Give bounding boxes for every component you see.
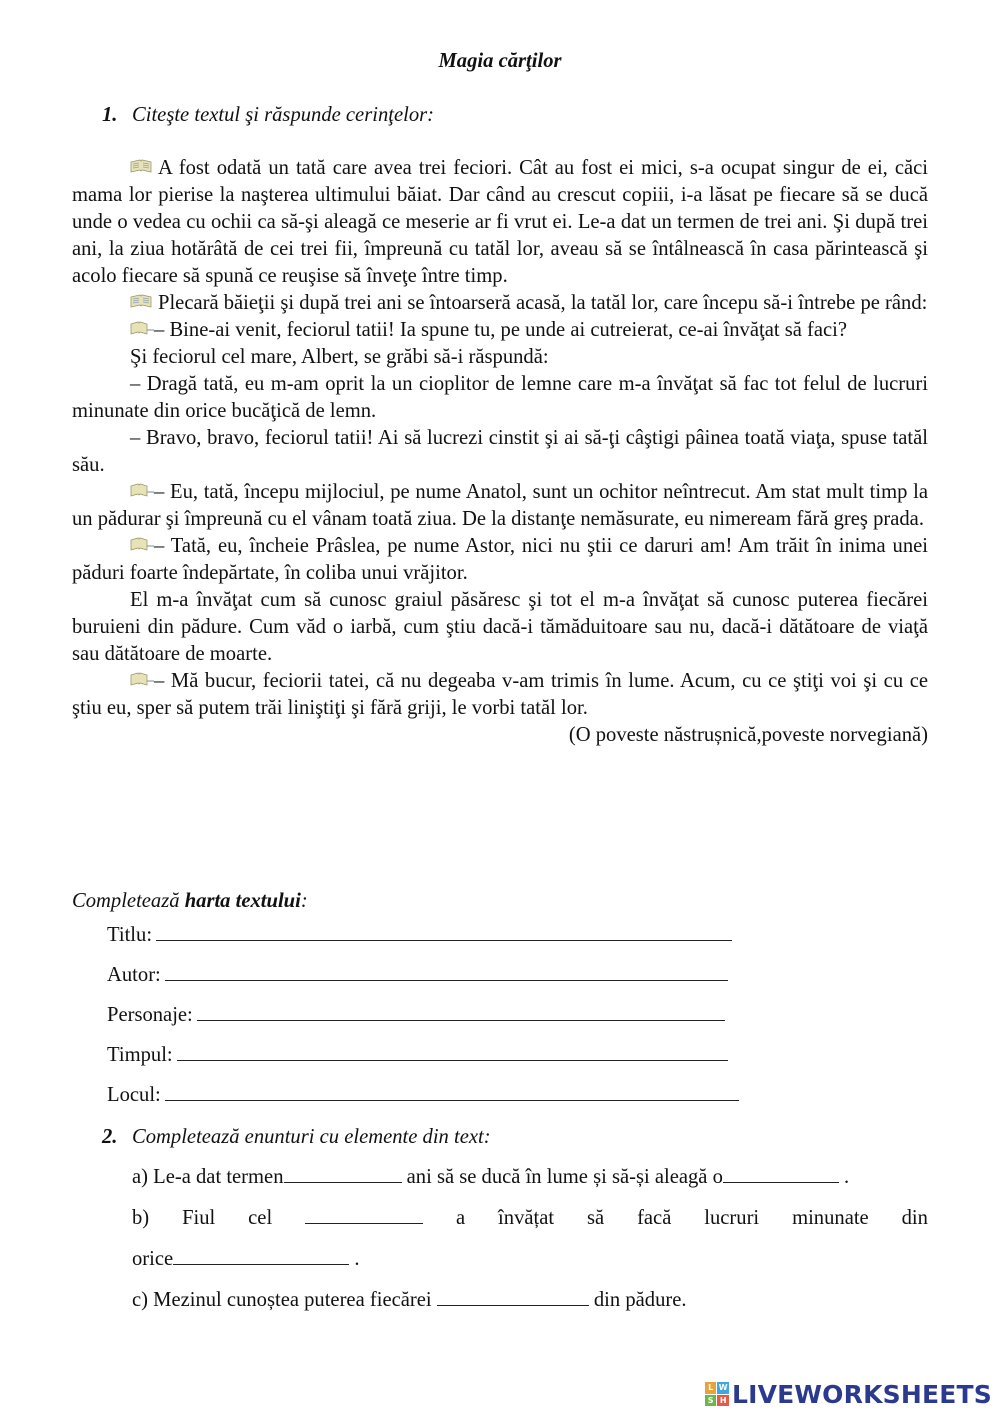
- exercise-b: b) Fiul cel a învățat să facă lucruri minunate din: [132, 1207, 928, 1229]
- characters-answer-line[interactable]: [197, 1002, 725, 1021]
- question-1: [102, 102, 434, 129]
- book-dash-icon: [130, 672, 154, 686]
- blank-a-years[interactable]: [284, 1164, 402, 1183]
- book-dash-icon: [130, 537, 154, 551]
- story-paragraph: – Mă bucur, feciorii tatei, că nu degeaba v-am trimis în lume. Acum, cu ce ştiţi voi şi cu ce ştiu eu, sper să putem trăi liniştiţi şi fără griji, le vorbi tatăl lor.: [72, 670, 928, 719]
- story-paragraph: – Tată, eu, încheie Prâslea, pe nume Astor, nici nu ştii ce daruri am! Am trăit în inima unei păduri foarte îndepărtate, în coliba unui vrăjitor.: [72, 535, 928, 584]
- story-source: (O poveste năstrușnică,poveste norvegiană): [568, 724, 928, 746]
- blank-a-trade[interactable]: [723, 1164, 839, 1183]
- exercise-b-continued: orice .: [132, 1248, 360, 1270]
- story-paragraph: Şi feciorul cel mare, Albert, se grăbi să-i răspundă:: [130, 346, 549, 368]
- map-field-characters: Personaje:: [107, 1002, 725, 1029]
- author-answer-line[interactable]: [165, 962, 728, 981]
- story-paragraph: – Bravo, bravo, feciorul tatii! Ai să lucrezi cinstit şi ai să-ţi câştigi pâinea toată viaţa, spuse tatăl său.: [72, 427, 928, 476]
- book-dash-icon: [130, 483, 154, 497]
- story-text: [72, 155, 928, 749]
- story-paragraph: – Eu, tată, începu mijlociul, pe nume Anatol, sunt un ochitor neîntrecut. Am stat mult timp la un pădurar şi împreună cu el vânam toată ziua. De la distanţe nemăsurate, eu nimeream fără greş prada.: [72, 481, 928, 530]
- liveworksheets-logo-icon: [705, 1382, 729, 1406]
- liveworksheets-logo: [705, 1379, 992, 1409]
- map-field-time: Timpul:: [107, 1042, 728, 1069]
- story-paragraph: – Dragă tată, eu m-am oprit la un cioplitor de lemne care m-a învăţat să fac tot felul de lucruri minunate din orice bucăţică de lemn.: [72, 373, 928, 422]
- time-answer-line[interactable]: [177, 1042, 728, 1061]
- logo-tile: H: [717, 1395, 729, 1407]
- map-field-author: Autor:: [107, 962, 728, 989]
- book-dash-icon: [130, 321, 154, 335]
- logo-tile: L: [705, 1382, 717, 1394]
- title-answer-line[interactable]: [156, 922, 732, 941]
- blank-b-son[interactable]: [305, 1205, 423, 1224]
- story-paragraph: El m-a învăţat cum să cunosc graiul păsăresc şi tot el m-a învăţat să cunosc puterea fiecărei buruieni din pădure. Cum văd o iarbă, cum ştiu dacă-i tămăduitoare sau nu, dacă-i dătătoare de viaţă sau dătătoare de moarte.: [72, 589, 928, 665]
- logo-tile: W: [718, 1383, 728, 1392]
- question-1-text: Citeşte textul şi răspunde cerinţelor:: [132, 104, 434, 126]
- story-paragraph: A fost odată un tată care avea trei feciori. Cât au fost ei mici, s-a ocupat singur de ei, căci mama lor pierise la naşterea ultimului băiat. Dar când au crescut copiii, i-a lăsat pe fiecare să se ducă unde o vedea cu ochii ca să-şi aleagă ce meserie ar fi vrut ei. Le-a dat un termen de trei ani. Şi după trei ani, la ziua hotărâtă de cei trei fii, împreună cu tatăl lor, aveau să se întâlnească în casa părintească şi acolo fiecare să spună ce reuşise să înveţe între timp.: [72, 157, 928, 287]
- map-field-place: Locul:: [107, 1082, 739, 1109]
- exercise-a: a) Le-a dat termen ani să se ducă în lume și să-și aleagă o .: [132, 1166, 850, 1188]
- place-answer-line[interactable]: [165, 1082, 739, 1101]
- exercise-c: c) Mezinul cunoștea puterea fiecărei din pădure.: [132, 1289, 687, 1311]
- question-2-text: Completează enunturi cu elemente din text:: [132, 1126, 491, 1148]
- logo-tile: S: [705, 1395, 717, 1407]
- question-2-number: 2.: [102, 1126, 118, 1148]
- question-2: [102, 1124, 491, 1151]
- blank-c-plants[interactable]: [437, 1287, 589, 1306]
- liveworksheets-brand: LIVEWORKSHEETS: [731, 1379, 992, 1409]
- story-paragraph: Plecară băieţii şi după trei ani se întoarseră acasă, la tatăl lor, care începu să-i întrebe pe rând:: [72, 290, 928, 317]
- blank-b-material[interactable]: [173, 1246, 349, 1265]
- story-paragraph: – Bine-ai venit, feciorul tatii! Ia spune tu, pe unde ai cutreierat, ce-ai învăţat să faci?: [72, 317, 928, 344]
- question-1-number: 1.: [102, 104, 118, 126]
- book-icon: [130, 294, 152, 308]
- map-field-title: Titlu:: [107, 922, 732, 949]
- text-map-heading: Completează harta textului:: [72, 890, 308, 912]
- page-title: Magia cărţilor: [438, 50, 562, 72]
- book-icon: [130, 159, 152, 173]
